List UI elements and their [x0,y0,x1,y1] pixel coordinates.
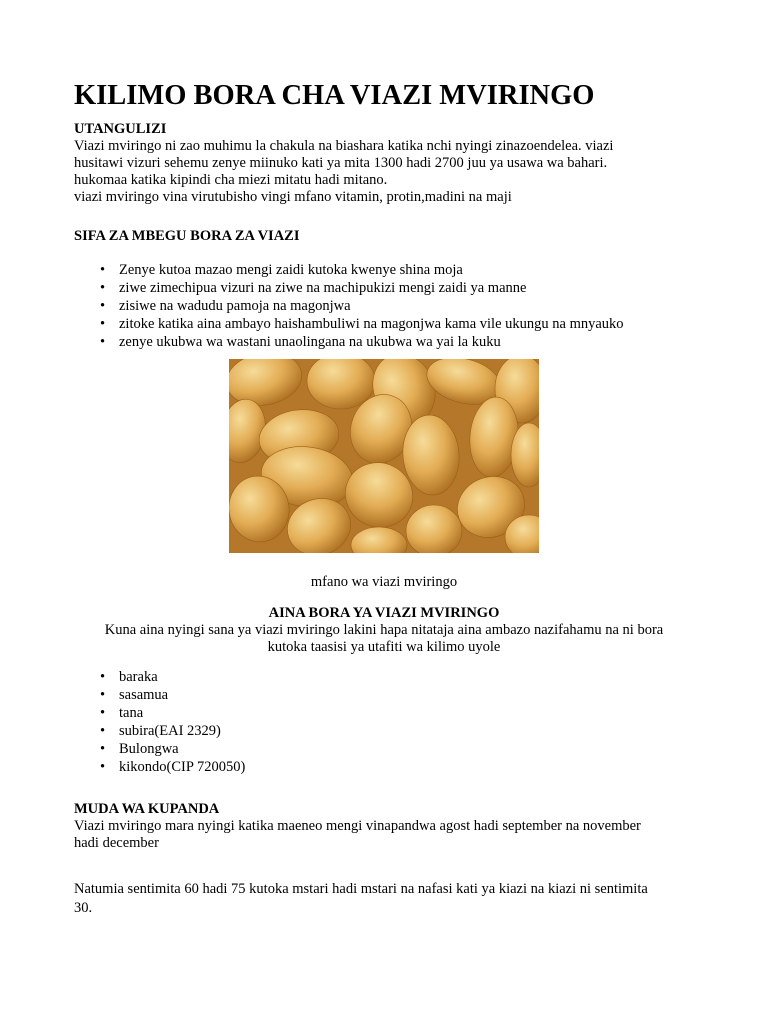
list-item-text: tana [119,705,144,721]
list-item [74,668,694,686]
bullet-icon: • [100,723,106,739]
intro-line: viazi mviringo vina virutubisho vingi mfano vitamin, protin,madini na maji [74,189,512,205]
list-item-text: sasamua [119,687,169,703]
varieties-section [74,605,694,656]
seed-traits-list [74,261,694,351]
potatoes-image [229,359,539,553]
list-item-text: kikondo(CIP 720050) [119,759,246,775]
list-item [74,758,694,776]
spacing-line: Natumia sentimita 60 hadi 75 kutoka mstari hadi mstari na nafasi kati ya kiazi na kiazi ni sentimita [74,881,648,897]
seed-traits-section [74,228,694,245]
list-item [74,704,694,722]
seed-traits-heading: SIFA ZA MBEGU BORA ZA VIAZI [74,228,300,244]
planting-heading: MUDA WA KUPANDA [74,801,220,817]
intro-section [74,121,694,206]
bullet-icon: • [100,262,106,278]
list-item [74,261,694,279]
list-item [74,686,694,704]
list-item-text: zitoke katika aina ambayo haishambuliwi na magonjwa kama vile ukungu na mnyauko [119,316,624,332]
intro-heading: UTANGULIZI [74,121,167,137]
photo-caption-wrap [74,574,694,591]
varieties-intro-line: Kuna aina nyingi sana ya viazi mviringo lakini hapa nitataja aina ambazo nazifahamu na ni bora [104,622,664,638]
planting-line: hadi december [74,835,159,851]
intro-line: husitawi vizuri sehemu zenye miinuko kati ya mita 1300 hadi 2700 juu ya usawa wa bahari. [74,155,608,171]
bullet-icon: • [100,705,106,721]
list-item [74,297,694,315]
list-item [74,315,694,333]
list-item-text: subira(EAI 2329) [119,723,221,739]
list-item [74,333,694,351]
bullet-icon: • [100,334,106,350]
list-item-text: baraka [119,669,158,685]
bullet-icon: • [100,759,106,775]
bullet-icon: • [100,687,106,703]
photo-caption: mfano wa viazi mviringo [310,574,458,590]
list-item [74,740,694,758]
seed-traits-list-wrap [74,261,694,351]
spacing-section [74,880,694,918]
intro-line: Viazi mviringo ni zao muhimu la chakula na biashara katika nchi nyingi zinazoendelea. viazi [74,138,614,154]
planting-line: Viazi mviringo mara nyingi katika maeneo mengi vinapandwa agost hadi september na november [74,818,641,834]
bullet-icon: • [100,298,106,314]
bullet-icon: • [100,316,106,332]
list-item [74,279,694,297]
list-item-text: ziwe zimechipua vizuri na ziwe na machipukizi mengi zaidi ya manne [119,280,527,296]
list-item-text: zenye ukubwa wa wastani unaolingana na ukubwa wa yai la kuku [119,334,501,350]
list-item-text: Zenye kutoa mazao mengi zaidi kutoka kwenye shina moja [119,262,463,278]
list-item-text: Bulongwa [119,741,179,757]
list-item [74,722,694,740]
document-title: KILIMO BORA CHA VIAZI MVIRINGO [74,80,595,111]
bullet-icon: • [100,669,106,685]
intro-line: hukomaa katika kipindi cha miezi mitatu hadi mitano. [74,172,388,188]
planting-section [74,801,694,852]
varieties-heading: AINA BORA YA VIAZI MVIRINGO [268,605,500,621]
varieties-list-wrap [74,668,694,776]
spacing-line: 30. [74,900,93,916]
list-item-text: zisiwe na wadudu pamoja na magonjwa [119,298,351,314]
potatoes-photo [229,359,539,553]
varieties-list [74,668,694,776]
bullet-icon: • [100,741,106,757]
bullet-icon: • [100,280,106,296]
varieties-intro-line: kutoka taasisi ya utafiti wa kilimo uyole [267,639,501,655]
